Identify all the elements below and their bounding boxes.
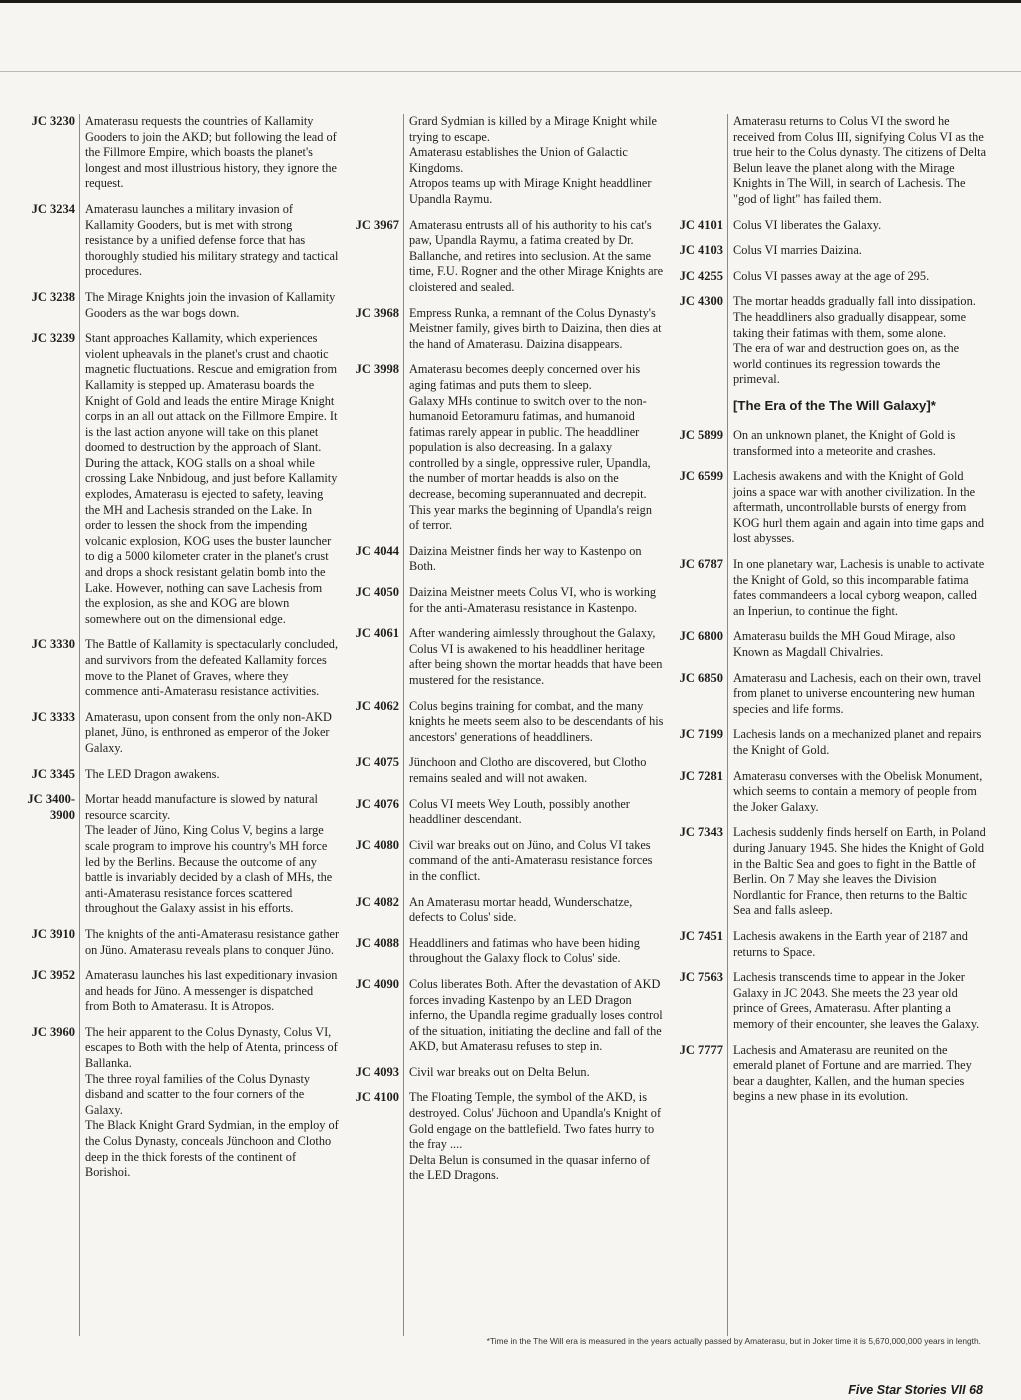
entry-text (733, 727, 988, 758)
entry-year: JC 7451 (679, 928, 723, 943)
timeline-entry (668, 1043, 988, 1105)
timeline-entry (20, 1025, 340, 1181)
entry-year: JC 3910 (31, 926, 75, 941)
entry-year: JC 3234 (31, 201, 75, 216)
timeline-entry (668, 825, 988, 919)
timeline-entry (668, 218, 988, 234)
entry-year: JC 4044 (355, 543, 399, 558)
entry-paragraph: Lachesis awakens in the Earth year of 2187 and returns to Space. (733, 928, 968, 959)
timeline-entry (344, 699, 664, 746)
timeline-entry (668, 428, 988, 459)
entry-text (409, 797, 664, 828)
entry-year: JC 4090 (355, 976, 399, 991)
timeline-entry (668, 727, 988, 758)
entry-year: JC 3230 (31, 114, 75, 128)
timeline-entry (668, 769, 988, 816)
entry-text (409, 114, 664, 208)
timeline-entry (668, 671, 988, 718)
entry-text (733, 629, 988, 660)
entry-year: JC 4101 (679, 217, 723, 232)
entry-paragraph: Amaterasu entrusts all of his authority to his cat's paw, Upandla Raymu, a fatima created by Dr. Ballanche, and retires into seclusion. At the same time, F.U. Rogner and the other Mirage Knights are cloistered and sealed. (409, 217, 664, 294)
entry-paragraph: Amaterasu, upon consent from the only non-AKD planet, Jüno, is enthroned as emperor of the Joker Galaxy. (85, 709, 332, 755)
timeline-entry (344, 755, 664, 786)
entry-paragraph: Civil war breaks out on Delta Belun. (409, 1064, 590, 1079)
entry-paragraph: Lachesis suddenly finds herself on Earth, in Poland during January 1945. She hides the Knight of Gold in the Baltic Sea and goes to fight in the Battle of Berlin. On 7 May she leaves the Division Nordlantic for France, then returns to the Baltic Sea and falls asleep. (733, 825, 986, 918)
entry-paragraph: Lachesis and Amaterasu are reunited on the emerald planet of Fortune and are married. They bear a daughter, Kallen, and the human species begins a new phase in its evolution. (733, 1042, 972, 1104)
entry-text (409, 936, 664, 967)
entry-year: JC 4093 (355, 1064, 399, 1079)
entry-year: JC 4100 (355, 1090, 399, 1105)
timeline-entry (20, 767, 340, 783)
entry-year: JC 7563 (679, 970, 723, 985)
entry-text (409, 1065, 664, 1081)
entry-text (85, 792, 340, 917)
entry-paragraph: Atropos teams up with Mirage Knight headdliner Upandla Raymu. (409, 176, 652, 206)
entry-year: JC 5899 (679, 427, 723, 442)
entry-year: JC 3238 (31, 289, 75, 304)
entry-paragraph: Amaterasu launches his last expeditionary invasion and heads for Jüno. A messenger is dispatched from Both to Amaterasu. It is Atropos. (85, 968, 338, 1014)
entry-year: JC 4076 (355, 796, 399, 811)
entry-paragraph: Amaterasu launches a military invasion of Kallamity Gooders, but is met with strong resistance by a unified defense force that has thoroughly studied his military strategy and tactical procedures. (85, 201, 339, 279)
entry-year: JC 4080 (355, 837, 399, 852)
entry-text (733, 1043, 988, 1105)
timeline-entry (20, 331, 340, 627)
entry-year: JC 4050 (355, 585, 399, 600)
entry-text (733, 970, 988, 1032)
entry-text (733, 769, 988, 816)
timeline-column-2 (344, 114, 664, 1336)
entry-paragraph: Mortar headd manufacture is slowed by natural resource scarcity. (85, 792, 318, 822)
entry-paragraph: Civil war breaks out on Jüno, and Colus VI takes command of the anti-Amaterasu resistance forces in the conflict. (409, 837, 653, 883)
timeline-entry (344, 1065, 664, 1081)
entry-text (85, 637, 340, 699)
entry-text (733, 825, 988, 919)
entry-text (733, 218, 988, 234)
timeline-entry (668, 469, 988, 547)
timeline-entry (344, 895, 664, 926)
header-rule (0, 71, 1021, 72)
timeline-entry (344, 585, 664, 616)
entry-paragraph: Amaterasu builds the MH Goud Mirage, also Known as Magdall Chivalries. (733, 629, 956, 660)
entry-year: JC 3967 (355, 217, 399, 232)
entry-year: JC 7281 (679, 768, 723, 783)
timeline-entry (20, 290, 340, 321)
entry-paragraph: Headdliners and fatimas who have been hiding throughout the Galaxy flock to Colus' side. (409, 935, 640, 966)
timeline-entry (668, 294, 988, 388)
era-heading: [The Era of the The Will Galaxy]* (733, 397, 936, 413)
entry-text (409, 626, 664, 688)
entry-year: JC 3239 (31, 331, 75, 346)
entry-year: JC 3345 (31, 766, 75, 781)
entry-paragraph: The Mirage Knights join the invasion of Kallamity Gooders as the war bogs down. (85, 289, 336, 320)
entry-text (409, 362, 664, 534)
entry-paragraph: On an unknown planet, the Knight of Gold is transformed into a meteorite and crashes. (733, 427, 956, 458)
entry-paragraph: The heir apparent to the Colus Dynasty, Colus VI, escapes to Both with the help of Atenta, princess of Ballanka. (85, 1024, 338, 1071)
timeline-entry (668, 970, 988, 1032)
entry-text (733, 269, 988, 285)
entry-paragraph: The mortar headds gradually fall into dissipation. The headdliners also gradually disappear, some taking their fatimas with them, some alone. (733, 294, 976, 340)
entry-text (733, 671, 988, 718)
entry-year: JC 4088 (355, 935, 399, 950)
entry-paragraph: The era of war and destruction goes on, as the world continues its regression towards the primeval. (733, 341, 960, 387)
entry-paragraph: Grard Sydmian is killed by a Mirage Knight while trying to escape. (409, 114, 657, 144)
entry-paragraph: The Battle of Kallamity is spectacularly concluded, and survivors from the defeated Kallamity forces move to the Planet of Graves, where they commence anti-Amaterasu resistance activities. (85, 637, 339, 699)
entry-year: JC 4075 (355, 755, 399, 770)
timeline-entry (344, 797, 664, 828)
timeline-column-1 (20, 114, 340, 1336)
entry-text (733, 243, 988, 259)
entry-paragraph: Lachesis lands on a mechanized planet and repairs the Knight of Gold. (733, 727, 982, 757)
entry-year: JC 3330 (31, 637, 75, 652)
entry-paragraph: Amaterasu establishes the Union of Galactic Kingdoms. (409, 145, 628, 175)
entry-text (409, 306, 664, 353)
entry-year: JC 6787 (679, 557, 723, 572)
entry-year: JC 3960 (31, 1024, 75, 1039)
timeline-entry (344, 977, 664, 1055)
timeline-column-3 (668, 114, 988, 1336)
entry-text (409, 218, 664, 296)
entry-paragraph: In one planetary war, Lachesis is unable to activate the Knight of Gold, so this incomparable fatima fates commandeers a local cyborg weapon, called an Inperiun, to continue the fight. (733, 557, 985, 618)
entry-paragraph: Amaterasu and Lachesis, each on their own, travel from planet to universe encountering new human species and life forms. (733, 670, 982, 716)
timeline-entry (668, 929, 988, 960)
entry-year: JC 7777 (679, 1042, 723, 1057)
entry-text (733, 114, 988, 208)
timeline-entry (344, 362, 664, 534)
entry-year: JC 4062 (355, 698, 399, 713)
entry-text (85, 968, 340, 1015)
timeline-entry (344, 1090, 664, 1184)
entry-year: JC 4103 (679, 243, 723, 258)
entry-paragraph: Colus liberates Both. After the devastation of AKD forces invading Kastenpo by an LED Dragon inferno, the Upandla regime gradually loses control of the situation, initiating the decline and fall of the AKD, but Amaterasu refuses to step in. (409, 976, 663, 1054)
entry-text (85, 767, 340, 783)
entry-year: JC 3968 (355, 305, 399, 320)
entry-paragraph: The Black Knight Grard Sydmian, in the employ of the Colus Dynasty, conceals Jünchoon and Clotho deep in the thick forests of the continent of Borishoi. (85, 1118, 339, 1180)
entry-text (85, 710, 340, 757)
entry-text (733, 428, 988, 459)
entry-text (409, 699, 664, 746)
entry-paragraph: Lachesis transcends time to appear in the Joker Galaxy in JC 2043. She meets the 23 year old prince of Grees, Amaterasu. After planting a memory of their encounter, she leaves the Galaxy. (733, 970, 980, 1031)
era-footnote: *Time in the The Will era is measured in the years actually passed by Amaterasu, but in Joker time it is 5,670,000,000 years in length. (486, 1336, 981, 1346)
entry-paragraph: After wandering aimlessly throughout the Galaxy, Colus VI is awakened to his headdliner heritage after being shown the mortar headds that have been mustered for the resistance. (409, 626, 663, 687)
entry-paragraph: Colus begins training for combat, and the many knights he meets seem also to be descendants of his ancestors' generations of headdliners. (409, 698, 664, 744)
entry-paragraph: Colus VI liberates the Galaxy. (733, 217, 882, 232)
entry-paragraph: Colus VI marries Daizina. (733, 243, 862, 258)
entry-text (85, 202, 340, 280)
timeline-entry (344, 936, 664, 967)
entry-text (85, 927, 340, 958)
entry-paragraph: This year marks the beginning of Upandla's reign of terror. (409, 502, 652, 533)
entry-paragraph: Delta Belun is consumed in the quasar inferno of the LED Dragons. (409, 1152, 651, 1183)
entry-paragraph: Colus VI meets Wey Louth, possibly another headdliner descendant. (409, 796, 630, 827)
entry-text (409, 755, 664, 786)
timeline-entry (344, 306, 664, 353)
timeline-entry (668, 269, 988, 285)
entry-text (409, 544, 664, 575)
entry-text (733, 294, 988, 388)
entry-paragraph: Amaterasu converses with the Obelisk Monument, which seems to contain a memory of people from the Joker Galaxy. (733, 768, 983, 814)
entry-year (344, 114, 399, 208)
entry-paragraph: An Amaterasu mortar headd, Wunderschatze, defects to Colus' side. (409, 894, 633, 925)
entry-year: JC 4061 (355, 626, 399, 641)
entry-year: JC 3333 (31, 709, 75, 724)
entry-paragraph: Stant approaches Kallamity, which experiences violent upheavals in the planet's crust and chaotic magnetic fluctuations. Rescue and emigration from Kallamity is stepped up. Amaterasu boards the Knight of Gold and leads the entire Mirage Knight corps in an all out attack on the Fillmore Empire. It is the last action anyone will take on this planet doomed to destruction by the approach of Slant. During the attack, KOG stalls on a shoal while crossing Lake Nnbidoug, and just before Kallamity explodes, Amaterasu is ejected to safety, leaving the MH and Lachesis stranded on the Lake. In order to lessen the shock from the impending volcanic explosion, KOG uses the buster launcher to dig a 5000 kilometer crater in the planet's crust and drops a shock resistant gelatin bomb into the Lake. However, nothing can save Lachesis from the explosion, as she and KOG are blown somewhere out on the dimensional edge. (85, 331, 338, 626)
entry-year: JC 6850 (679, 670, 723, 685)
timeline-entry (668, 243, 988, 259)
entry-text (409, 585, 664, 616)
entry-year: JC 3400- 3900 (27, 792, 75, 822)
timeline-entry (344, 838, 664, 885)
entry-year: JC 6599 (679, 469, 723, 484)
timeline-entry (20, 968, 340, 1015)
entry-paragraph: The leader of Jüno, King Colus V, begins a large scale program to improve his country's MH force led by the Berlins. Because the outcome of any battle is invariably decided by a clash of MHs, the anti-Amaterasu resistance forces scattered throughout the Galaxy assist in his efforts. (85, 823, 333, 916)
entry-year: JC 3998 (355, 362, 399, 377)
timeline-entry (344, 114, 664, 208)
entry-paragraph: Amaterasu becomes deeply concerned over his aging fatimas and puts them to sleep. (409, 362, 641, 392)
entry-paragraph: Empress Runka, a remnant of the Colus Dynasty's Meistner family, gives birth to Daizina, then dies at the hand of Amaterasu. Daizina disappears. (409, 305, 662, 351)
entry-year: JC 7199 (679, 727, 723, 742)
entry-paragraph: Colus VI passes away at the age of 295. (733, 268, 930, 283)
timeline-entry (668, 629, 988, 660)
timeline-entry (668, 557, 988, 619)
entry-paragraph: Jünchoon and Clotho are discovered, but Clotho remains sealed and will not awaken. (409, 755, 647, 785)
page-footer: Five Star Stories VII 68 (848, 1383, 983, 1397)
entry-text (733, 929, 988, 960)
timeline-entry (20, 637, 340, 699)
entry-year: JC 3952 (31, 968, 75, 983)
entry-year: JC 7343 (679, 825, 723, 840)
entry-year: JC 4255 (679, 268, 723, 283)
timeline-entry (344, 544, 664, 575)
entry-text (409, 1090, 664, 1184)
entry-text (733, 557, 988, 619)
timeline-entry (344, 218, 664, 296)
timeline-entry (344, 626, 664, 688)
entry-paragraph: The three royal families of the Colus Dynasty disband and scatter to the four corners of the Galaxy. (85, 1071, 311, 1117)
entry-text (409, 838, 664, 885)
entry-year (668, 114, 723, 208)
timeline-entry (20, 202, 340, 280)
entry-paragraph: The knights of the anti-Amaterasu resistance gather on Jüno. Amaterasu reveals plans to conquer Jüno. (85, 926, 340, 957)
entry-paragraph: Galaxy MHs continue to switch over to the non-humanoid Eetoramuru fatimas, and humanoid fatimas rarely appear in public. The headdliner population is also decreasing. In a galaxy controlled by a single, oppressive ruler, Upandla, the number of mortar headds is also on the decrease, becoming superannuated and decrepit. (409, 393, 651, 502)
entry-text (85, 290, 340, 321)
entry-paragraph: Amaterasu requests the countries of Kallamity Gooders to join the AKD; but following the lead of the Fillmore Empire, which boasts the planet's longest and most illustrious history, they ignore the request. (85, 114, 337, 191)
entry-text (85, 331, 340, 627)
entry-text (85, 1025, 340, 1181)
entry-paragraph: The LED Dragon awakens. (85, 766, 220, 781)
entry-paragraph: Daizina Meistner finds her way to Kastenpo on Both. (409, 543, 642, 574)
top-border (0, 0, 1021, 3)
entry-paragraph: Daizina Meistner meets Colus VI, who is working for the anti-Amaterasu resistance in Kastenpo. (409, 585, 657, 615)
entry-year: JC 6800 (679, 629, 723, 644)
timeline-entry (20, 114, 340, 192)
timeline-entry (20, 927, 340, 958)
entry-paragraph: The Floating Temple, the symbol of the AKD, is destroyed. Colus' Jüchoon and Upandla's Knight of Gold engage on the battlefield. Two fates hurry to the fray .... (409, 1090, 662, 1152)
entry-paragraph: Amaterasu returns to Colus VI the sword he received from Colus III, signifying Colus VI as the true heir to the Colus dynasty. The citizens of Delta Belun leave the planet along with the Mirage Knights in The Will, in search of Lachesis. The "god of light" has failed them. (733, 114, 987, 206)
entry-text (85, 114, 340, 192)
timeline-entry (20, 792, 340, 917)
entry-text (733, 469, 988, 547)
entry-text (409, 977, 664, 1055)
timeline-entry (20, 710, 340, 757)
entry-year: JC 4300 (679, 294, 723, 309)
timeline-entry (668, 114, 988, 208)
entry-text (409, 895, 664, 926)
entry-paragraph: Lachesis awakens and with the Knight of Gold joins a space war with another civilization. In the aftermath, uncontrollable bursts of energy from KOG hurl them again and again into time gaps and lost abysses. (733, 469, 984, 546)
entry-year: JC 4082 (355, 894, 399, 909)
